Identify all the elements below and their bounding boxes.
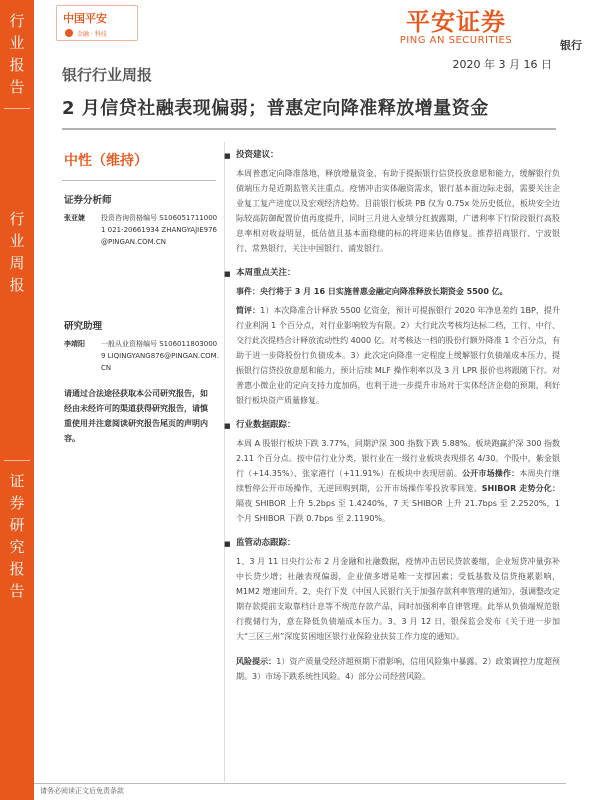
logo-text: 中国平安 [63,12,107,25]
comment-paragraph [236,303,560,408]
sidebar-block-securities-research [0,470,34,602]
sidebar-char: 告 [9,78,25,96]
sidebar-char: 周 [9,254,25,272]
sidebar-char: 行 [9,210,25,228]
risk-heading: 风险提示： [236,657,277,666]
section-heading: ■ 投资建议： [236,148,560,163]
section-industry-data [236,418,560,526]
risk-text: 1）资产质量受经济超预期下滑影响，信用风险集中暴露。2）政策调控力度超预期。3）市场下跌系统性风险。4）部分公司经营风险。 [236,657,560,681]
sidebar [0,0,34,800]
sidebar-char: 报 [9,276,25,294]
section-regulation [236,536,560,644]
industry-text-b: 本周央行继续暂停公开市场操作，无逆回购到期，公开市场操作零投放零回笼。 [236,469,561,493]
section-text: 1、3 月 11 日央行公布 2 月金融和社融数据，疫情冲击居民贷款萎缩，企业短贷冲量弥补中长贷少增；社融表现偏弱，企业债多增是唯一支撑因素；受低基数及信贷拖累影响，M1M2 增速回升。2、央行下发《中国人民银行关于加强存款利率管理的通知》，强调整改定期存款提前支取靠档计息等不规范存款产品，同时加强利率自律管理。此举从负债端规范银行揽储行为，意在降低负债端成本压力。3、3 月 12 日，银保监会发布《关于进一步加大“三区三州”深度贫困地区银行业保险业扶贫工作力度的通知》。 [236,557,560,641]
sidebar-divider [4,460,30,461]
page-title: 2 月信贷社融表现偏弱；普惠定向降准释放增量资金 [62,98,489,119]
industry-text-a: 本周 A 股银行板块下跌 3.77%，同期沪深 300 指数下跌 5.88%。板块跑赢沪深 300 指数 2.11 个百分点。按中信行业分类，银行业在一级行业板块表现排名 4/30。个股中，紫金银行（+14.35%）、张家港行（+11.91%）在板块中表现居前。 [236,439,560,478]
event-text: 事件：央行将于 3 月 16 日实施普惠金融定向降准释放长期资金 5500 亿。 [236,287,508,296]
sector-label: 银行 [560,39,582,52]
analyst-card [64,212,224,272]
sidebar-char: 报 [9,560,25,578]
main-content [236,148,560,688]
report-type: 银行行业周报 [62,66,153,84]
analyst-heading: 证券分析师 [64,195,112,206]
section-heading: ■ 本周重点关注： [236,266,560,281]
industry-data-paragraph [236,436,560,526]
footer-note: 请务必阅读正文后免责条款 [40,787,124,795]
assistant-card [64,338,224,388]
sidebar-char: 业 [9,232,25,250]
comment-label: 简评： [236,306,261,315]
sidebar-block-weekly [0,208,34,296]
comment-text: 1）本次降准合计释放 5500 亿资金，预计可提振银行 2020 年净息差约 1BP，提升行业利润 1 个百分点，对行业影响较为有限。2）大行此次考核均达标二档，工行、中行、交行此次提档合计释放流动性约 4000 亿。对考核达一档的股份行额外降准 1 个百分点，有助于进一步降股份行负债成本。3）此次定向降准一定程度上缓解银行负债端成本压力，提振银行信贷投放意愿和能力，预计后续 MLF 操作利率以及 3 月 LPR 报价也将跟随下行。对普惠小微企业的定向支持力度加码，也利于进一步提升市场对于实体经济企稳的预期，利好银行板块资产质量修复。 [236,306,560,405]
open-market-label: 公开市场操作： [462,469,520,478]
rating: 中性（维持） [64,153,148,169]
sidebar-divider [4,108,30,109]
section-investment-advice [236,148,560,256]
brand-name-en: PING AN SECURITIES [399,35,513,46]
logo-subtext: 金融 · 科技 [77,31,107,38]
sidebar-char: 研 [9,516,25,534]
sidebar-char: 行 [9,12,25,30]
industry-text-c: 隔夜 SHIBOR 上升 5.2bps 至 1.4240%，7 天 SHIBOR 上升 21.7bps 至 2.2520%，1 个月 SHIBOR 下跌 0.7bps 至 2.1190%。 [236,499,560,523]
disclaimer: 请通过合法途径获取本公司研究报告，如经由未经许可的渠道获得研究报告，请慎重使用并注意阅读研究报告尾页的声明内容。 [64,389,208,443]
risk-paragraph [236,654,560,684]
assistant-info: 一般从业资格编号 S1060118030009 LIQINGYANG876@PINGAN.COM.CN [101,340,219,372]
section-risk [236,654,560,684]
rating-divider [62,180,216,181]
brand-logo [366,2,546,46]
column-divider [224,142,225,782]
sidebar-char: 究 [9,538,25,556]
logo-dot-icon [65,29,73,37]
assistant-name: 李靖阳 [64,340,85,348]
section-text: 本周普惠定向降准落地，释放增量资金，有助于提振银行信贷投放意愿和能力，缓解银行负债端压力是近期监管关注重点。疫情冲击实体融资需求，银行基本面边际走弱，需要关注企业复工复产进度以及宏观经济趋势。目前银行板块 PB 仅为 0.75x 处历史低位，板块安全边际较高防御配置价值再度提升，同时三月进入业绩分红披露期，广谱利率下行阶段银行高股息率相对收益明显，低估值且基本面稳健的标的将迎来估值修复。推荐招商银行、宁波银行、常熟银行，关注中国银行、浦发银行。 [236,169,560,253]
report-date: 2020 年 3 月 16 日 [452,58,552,71]
sidebar-char: 证 [9,472,25,490]
analyst-info: 投资咨询资格编号 S1060517110001 021-20661934 ZHANGYAJIE976@PINGAN.COM.CN [101,214,218,246]
ping-an-group-logo [56,5,138,41]
sidebar-char: 报 [9,56,25,74]
sidebar-block-industry-report [0,10,34,98]
analyst-name: 张亚婕 [64,214,85,222]
title-divider [62,128,556,130]
sidebar-char: 业 [9,34,25,52]
section-heading: ■ 行业数据跟踪： [236,418,560,433]
sidebar-char: 告 [9,582,25,600]
section-key-focus [236,266,560,408]
shibor-label: SHIBOR 走势分化： [481,484,561,493]
brand-name-cn: 平安证券 [406,8,506,36]
assistant-heading: 研究助理 [64,321,103,332]
section-heading: ■ 监管动态跟踪： [236,536,560,551]
footer-divider [34,783,566,784]
sidebar-char: 券 [9,494,25,512]
